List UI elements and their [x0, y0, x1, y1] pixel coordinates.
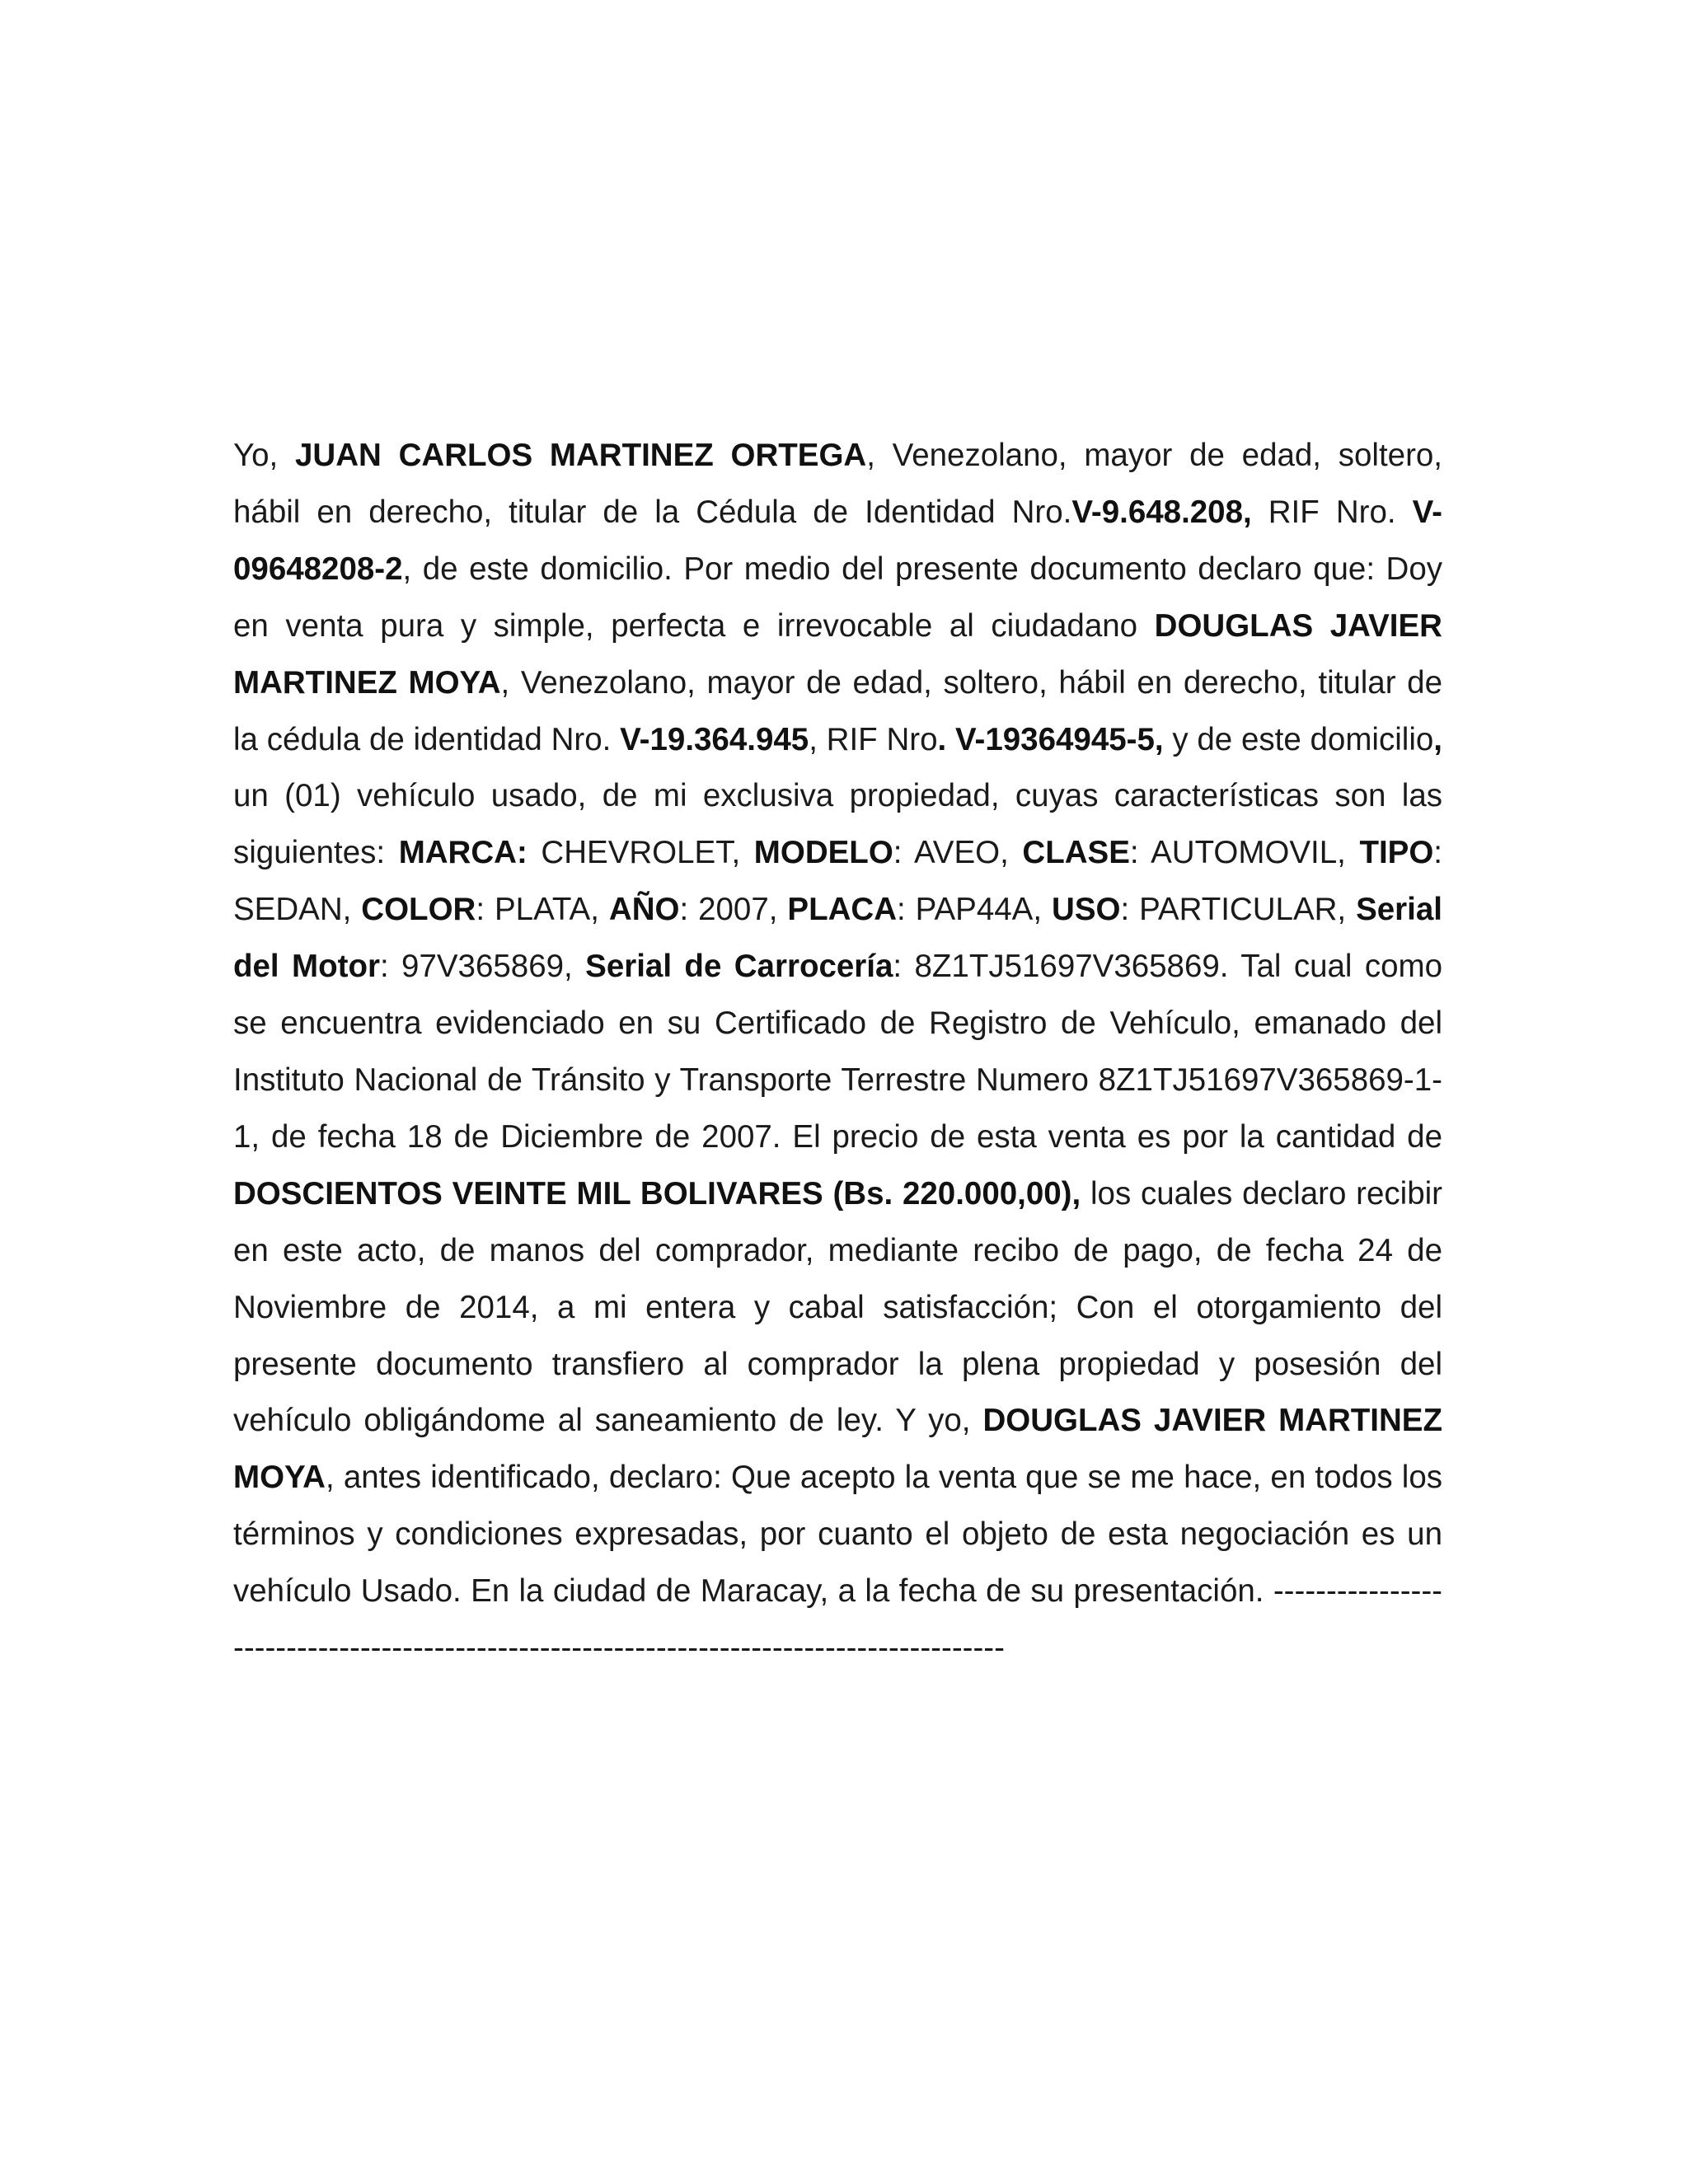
text-segment: : AVEO, — [893, 835, 1023, 871]
bold-text-segment: V-09648208-2 — [233, 494, 1442, 587]
text-segment: y de este domicilio — [1163, 721, 1434, 757]
text-segment: , Venezolano, mayor de edad, soltero, hábil en derecho, titular de la Cédula de Identidad Nro. — [233, 438, 1442, 530]
bold-text-segment: TIPO — [1359, 835, 1434, 871]
bold-text-segment: , — [1433, 721, 1442, 757]
text-segment: : 8Z1TJ51697V365869. Tal cual como se encuentra evidenciado en su Certificado de Registro de Vehículo, emanado del Instituto Nacional de Tránsito y Transporte Terrestre Numero 8Z1TJ51697V365869-1-1, de fecha 18 de Diciembre de 2007. El precio de esta venta es por la cantidad de — [233, 949, 1442, 1155]
text-segment: Yo, — [233, 438, 296, 473]
text-segment: : 97V365869, — [379, 949, 586, 985]
text-segment: CHEVROLET, — [527, 835, 754, 871]
text-segment: RIF Nro. — [1251, 494, 1413, 530]
text-segment: : PLATA, — [476, 892, 609, 928]
text-segment: : SEDAN, — [233, 835, 1442, 928]
text-segment: , antes identificado, declaro: Que acepto la venta que se me hace, en todos los términos y condiciones expresadas, por cuanto el objeto de esta negociación es un vehículo Usado. En la ciudad de Maracay, a la fecha de su presentación. ----------------------------------------------------------------------------------------- — [233, 1460, 1442, 1666]
bold-text-segment: USO — [1052, 892, 1121, 928]
bold-text-segment: COLOR — [361, 892, 476, 928]
bold-text-segment: . V-19364945-5, — [937, 721, 1164, 757]
bold-text-segment: AÑO — [608, 892, 680, 928]
text-segment: , de este domicilio. Por medio del presente documento declaro que: Doy en venta pura y simple, perfecta e irrevocable al ciudadano — [233, 551, 1442, 644]
text-segment: un (01) vehículo usado, de mi exclusiva propiedad, cuyas características son las siguientes: — [233, 778, 1442, 871]
bold-text-segment: DOUGLAS JAVIER MARTINEZ MOYA — [233, 607, 1442, 701]
bold-text-segment: MARCA: — [398, 835, 528, 871]
bold-text-segment: PLACA — [787, 892, 898, 928]
bold-text-segment: V-9.648.208, — [1071, 494, 1252, 530]
text-segment: los cuales declaro recibir en este acto, de manos del comprador, mediante recibo de pago, de fecha 24 de Noviembre de 2014, a mi entera y cabal satisfacción; Con el otorgamiento del presente documento transfiero al comprador la plena propiedad y posesión del vehículo obligándome al saneamiento de ley. Y yo, — [233, 1175, 1442, 1439]
bold-text-segment: CLASE — [1022, 835, 1130, 871]
document-body — [233, 428, 1442, 1677]
bold-text-segment: JUAN CARLOS MARTINEZ ORTEGA — [295, 438, 867, 473]
text-segment: : 2007, — [679, 892, 788, 928]
text-segment: , Venezolano, mayor de edad, soltero, hábil en derecho, titular de la cédula de identidad Nro. — [233, 664, 1442, 757]
bold-text-segment: Serial del Motor — [233, 892, 1442, 985]
bold-text-segment: Serial de Carrocería — [585, 949, 893, 985]
bold-text-segment: MODELO — [753, 835, 893, 871]
text-segment: : AUTOMOVIL, — [1129, 835, 1360, 871]
bold-text-segment: V-19.364.945 — [620, 721, 809, 757]
text-segment: , RIF Nro — [809, 721, 938, 757]
bold-text-segment: DOSCIENTOS VEINTE MIL BOLIVARES (Bs. 220.000,00), — [233, 1175, 1081, 1212]
text-segment: : PARTICULAR, — [1120, 892, 1357, 928]
text-segment: : PAP44A, — [897, 892, 1053, 928]
bold-text-segment: DOUGLAS JAVIER MARTINEZ MOYA — [233, 1403, 1442, 1496]
